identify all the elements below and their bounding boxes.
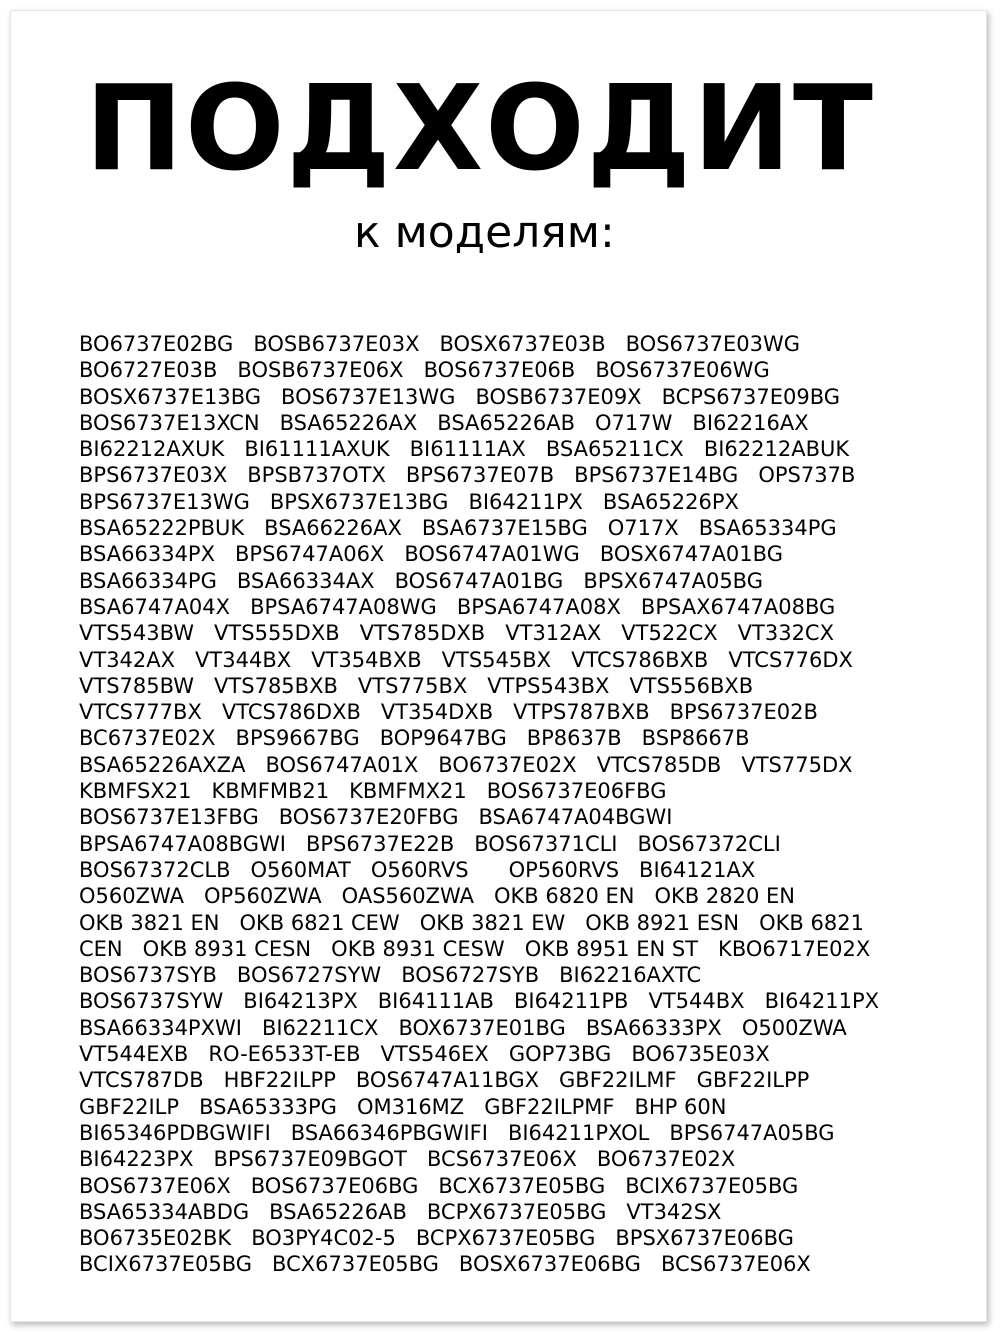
model-line: BOS6737SYW BI64213PX BI64111AB BI64211PB VT544BX BI64211PX — [79, 989, 880, 1014]
model-line: BI64223PX BPS6737E09BGOT BCS6737E06X BO6737E02X — [79, 1147, 736, 1172]
model-line: BPS6737E03X BPSB737OTX BPS6737E07B BPS6737E14BG OPS737B — [79, 463, 856, 488]
model-line: VTCS787DB HBF22ILPP BOS6747A11BGX GBF22ILMF GBF22ILPP — [79, 1068, 810, 1093]
model-line: BOS6737E13FBG BOS6737E20FBG BSA6747A04BGWI — [79, 805, 673, 830]
model-line: VTS785BW VTS785BXB VTS775BX VTPS543BX VTS556BXB — [79, 673, 754, 698]
model-line: VT544EXB RO-E6533T-EB VTS546EX GOP73BG BO6735E03X — [79, 1042, 770, 1067]
model-line: BPS6737E13WG BPSX6737E13BG BI64211PX BSA65226PX — [79, 489, 739, 514]
model-line: BOS6737SYB BOS6727SYW BOS6727SYB BI62216AXTC — [79, 963, 702, 988]
model-line: OKB 3821 EN OKB 6821 CEW OKB 3821 EW OKB 8921 ESN OKB 6821 — [79, 910, 864, 935]
model-line: BI62212AXUK BI61111AXUK BI61111AX BSA65211CX BI62212ABUK — [79, 437, 850, 462]
model-line: O560ZWA OP560ZWA OAS560ZWA OKB 6820 EN OKB 2820 EN — [79, 884, 795, 909]
model-line: BOS6737E06X BOS6737E06BG BCX6737E05BG BCIX6737E05BG — [79, 1173, 799, 1198]
model-line: BOS6737E13XCN BSA65226AX BSA65226AB O717W BI62216AX — [79, 410, 809, 435]
model-line: GBF22ILP BSA65333PG OM316MZ GBF22ILPMF BHP 60N — [79, 1094, 727, 1119]
model-line: VTCS777BX VTCS786DXB VT354DXB VTPS787BXB BPS6737E02B — [79, 700, 818, 725]
model-line: BI65346PDBGWIFI BSA66346PBGWIFI BI64211PXOL BPS6747A05BG — [79, 1120, 835, 1145]
model-line: VT342AX VT344BX VT354BXB VTS545BX VTCS786BXB VTCS776DX — [79, 647, 853, 672]
model-line: KBMFSX21 KBMFMB21 KBMFMX21 BOS6737E06FBG — [79, 779, 667, 804]
model-line: VTS543BW VTS555DXB VTS785DXB VT312AX VT522CX VT332CX — [79, 621, 834, 646]
model-line: BO6737E02BG BOSB6737E03X BOSX6737E03B BOS6737E03WG — [79, 332, 801, 356]
model-line: BSA6747A04X BPSA6747A08WG BPSA6747A08X BPSAX6747A08BG — [79, 594, 836, 619]
model-line: BC6737E02X BPS9667BG BOP9647BG BP8637B BSP8667B — [79, 726, 750, 751]
model-line: CEN OKB 8931 CESN OKB 8931 CESW OKB 8951 EN ST KBO6717E02X — [79, 936, 871, 961]
model-line: BSA65222PBUK BSA66226AX BSA6737E15BG O717X BSA65334PG — [79, 516, 837, 541]
model-line: BSA66334PXWI BI62211CX BOX6737E01BG BSA66333PX O500ZWA — [79, 1015, 847, 1040]
model-line: BPSA6747A08BGWI BPS6737E22B BOS67371CLI BOS67372CLI — [79, 831, 781, 856]
page-title: ПОДХОДИТ — [85, 59, 875, 197]
model-list — [79, 331, 954, 1278]
model-line: BO6727E03B BOSB6737E06X BOS6737E06B BOS6737E06WG — [79, 358, 770, 383]
model-line: BOSX6737E13BG BOS6737E13WG BOSB6737E09X BCPS6737E09BG — [79, 384, 841, 409]
model-line: BO6735E02BK BO3PY4C02-5 BCPX6737E05BG BPSX6737E06BG — [79, 1226, 794, 1251]
model-line: BSA65226AXZA BOS6747A01X BO6737E02X VTCS785DB VTS775DX — [79, 752, 853, 777]
model-line: BSA65334ABDG BSA65226AB BCPX6737E05BG VT342SX — [79, 1199, 722, 1224]
info-card — [10, 10, 987, 1322]
model-line: BSA66334PX BPS6747A06X BOS6747A01WG BOSX6747A01BG — [79, 542, 783, 567]
model-line: BCIX6737E05BG BCX6737E05BG BOSX6737E06BG BCS6737E06X — [79, 1252, 811, 1277]
model-line: BOS67372CLB O560MAT O560RVS OP560RVS BI64121AX — [79, 857, 756, 882]
model-line: BSA66334PG BSA66334AX BOS6747A01BG BPSX6747A05BG — [79, 568, 763, 593]
page-subtitle: к моделям: — [354, 207, 615, 258]
